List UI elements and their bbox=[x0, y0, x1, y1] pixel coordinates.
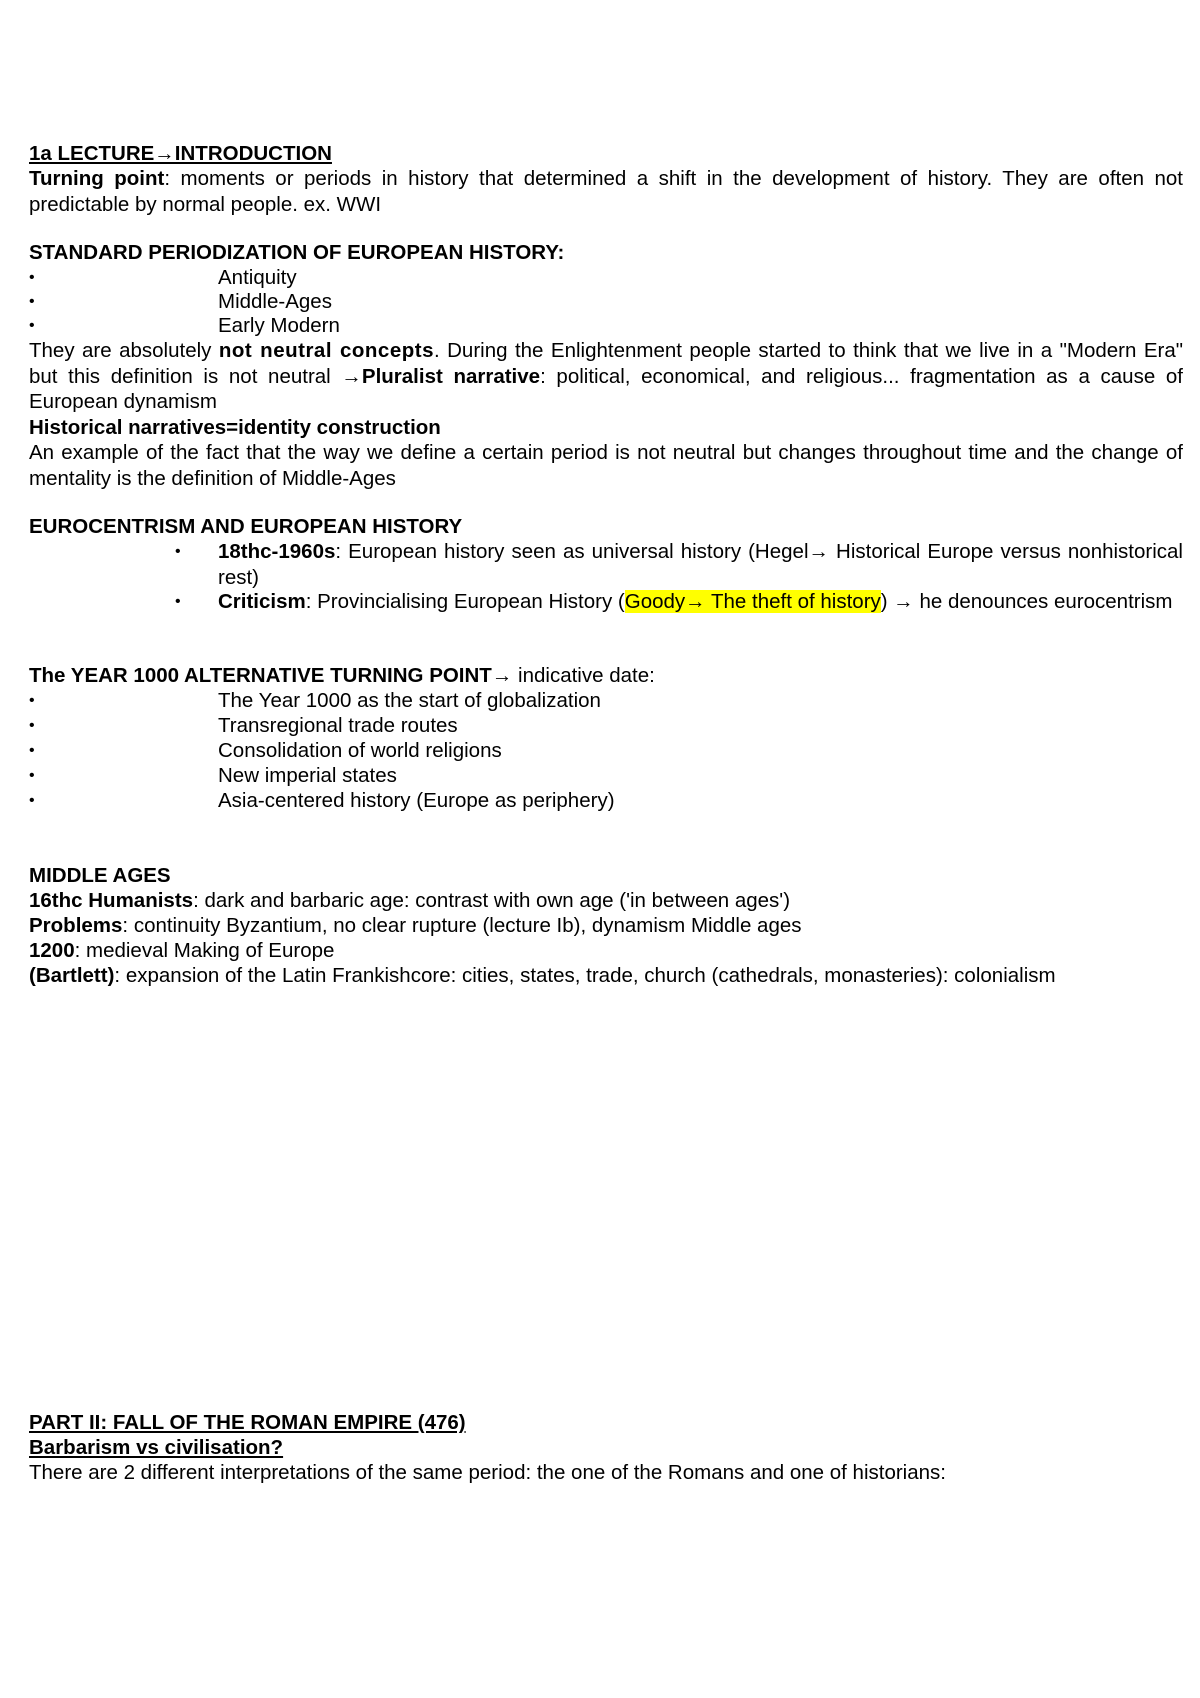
term: 16thc Humanists bbox=[29, 889, 194, 912]
term: Problems bbox=[29, 914, 123, 937]
neutral-concepts-paragraph bbox=[29, 338, 1183, 415]
bullet-icon: • bbox=[175, 593, 181, 610]
middle-ages-definition-paragraph: An example of the fact that the way we define a certain period is not neutral but changes throughout time and the change of mentality is the definition of Middle-Ages bbox=[29, 441, 1183, 490]
paragraph-text: : Provincialising European History ( bbox=[305, 590, 625, 613]
bullet-icon: • bbox=[29, 742, 35, 759]
year-1000-heading bbox=[29, 663, 1183, 689]
line-text: : medieval Making of Europe bbox=[74, 939, 335, 962]
turning-point-definition: : moments or periods in history that determined a shift in the development of history. They are often not predictable by normal people. ex. WWI bbox=[29, 167, 1183, 216]
bullet-icon: • bbox=[29, 717, 35, 734]
turning-point-term: Turning point bbox=[29, 167, 165, 190]
list-item-text: Transregional trade routes bbox=[218, 714, 458, 737]
part-two-title: PART II: FALL OF THE ROMAN EMPIRE (476) bbox=[29, 1411, 466, 1434]
list-item-text bbox=[218, 539, 1183, 590]
term: 1200 bbox=[29, 939, 75, 962]
highlighted-text: Goody→ The theft of history bbox=[624, 590, 881, 613]
bullet-icon: • bbox=[175, 543, 181, 560]
list-item-text: Asia-centered history (Europe as periphery) bbox=[218, 789, 615, 812]
list-item-text bbox=[218, 589, 1183, 615]
criticism-term: Criticism bbox=[218, 590, 306, 613]
bullet-icon: • bbox=[29, 317, 35, 334]
interpretations-paragraph: There are 2 different interpretations of the same period: the one of the Romans and one of historians: bbox=[29, 1461, 946, 1484]
list-item-text: New imperial states bbox=[218, 764, 397, 787]
pluralist-narrative-term: Pluralist narrative bbox=[361, 364, 541, 388]
list-item-text: Antiquity bbox=[218, 266, 297, 289]
paragraph-text: . During the Enlightenment people started to think that we live in a "Modern Era" but this definition is not neutral → bbox=[29, 339, 1183, 388]
year-1200-line bbox=[29, 938, 1183, 964]
turning-point-paragraph bbox=[29, 166, 1183, 217]
bartlett-line bbox=[29, 963, 1183, 989]
list-item-text: Consolidation of world religions bbox=[218, 739, 502, 762]
part-two-subtitle: Barbarism vs civilisation? bbox=[29, 1436, 284, 1459]
problems-line bbox=[29, 913, 1183, 939]
not-neutral-term: not neutral concepts bbox=[218, 339, 434, 362]
humanists-line bbox=[29, 888, 1183, 914]
bullet-icon: • bbox=[29, 767, 35, 784]
period-term: 18thc-1960s bbox=[218, 540, 336, 563]
term: (Bartlett) bbox=[29, 964, 115, 987]
line-text: : expansion of the Latin Frankishcore: cities, states, trade, church (cathedrals, monasteries): colonialism bbox=[114, 964, 1056, 987]
heading-rest: → indicative date: bbox=[491, 664, 655, 687]
historical-narratives-heading: Historical narratives=identity construction bbox=[29, 416, 441, 439]
periodization-heading: STANDARD PERIODIZATION OF EUROPEAN HISTORY: bbox=[29, 241, 565, 264]
list-item-text: The Year 1000 as the start of globalization bbox=[218, 689, 601, 712]
paragraph-text: ) → he denounces eurocentrism bbox=[880, 590, 1173, 613]
paragraph-text: : political, economical, and religious... fragmentation as a cause of European dynamism bbox=[29, 364, 1183, 414]
middle-ages-heading: MIDDLE AGES bbox=[29, 864, 171, 887]
list-item-text: Early Modern bbox=[218, 314, 340, 337]
list-item-text: Middle-Ages bbox=[218, 290, 332, 313]
line-text: : continuity Byzantium, no clear rupture (lecture Ib), dynamism Middle ages bbox=[122, 914, 802, 937]
line-text: : dark and barbaric age: contrast with own age ('in between ages') bbox=[193, 889, 791, 912]
lecture-title: 1a LECTURE→INTRODUCTION bbox=[29, 142, 332, 165]
paragraph-text: : European history seen as universal history (Hegel→ Historical Europe versus nonhistorical rest) bbox=[218, 540, 1183, 589]
bullet-icon: • bbox=[29, 293, 35, 310]
heading-text: The YEAR 1000 ALTERNATIVE TURNING POINT bbox=[29, 664, 492, 687]
bullet-icon: • bbox=[29, 692, 35, 709]
eurocentrism-heading: EUROCENTRISM AND EUROPEAN HISTORY bbox=[29, 515, 463, 538]
bullet-icon: • bbox=[29, 792, 35, 809]
paragraph-text: They are absolutely bbox=[29, 339, 219, 362]
bullet-icon: • bbox=[29, 269, 35, 286]
